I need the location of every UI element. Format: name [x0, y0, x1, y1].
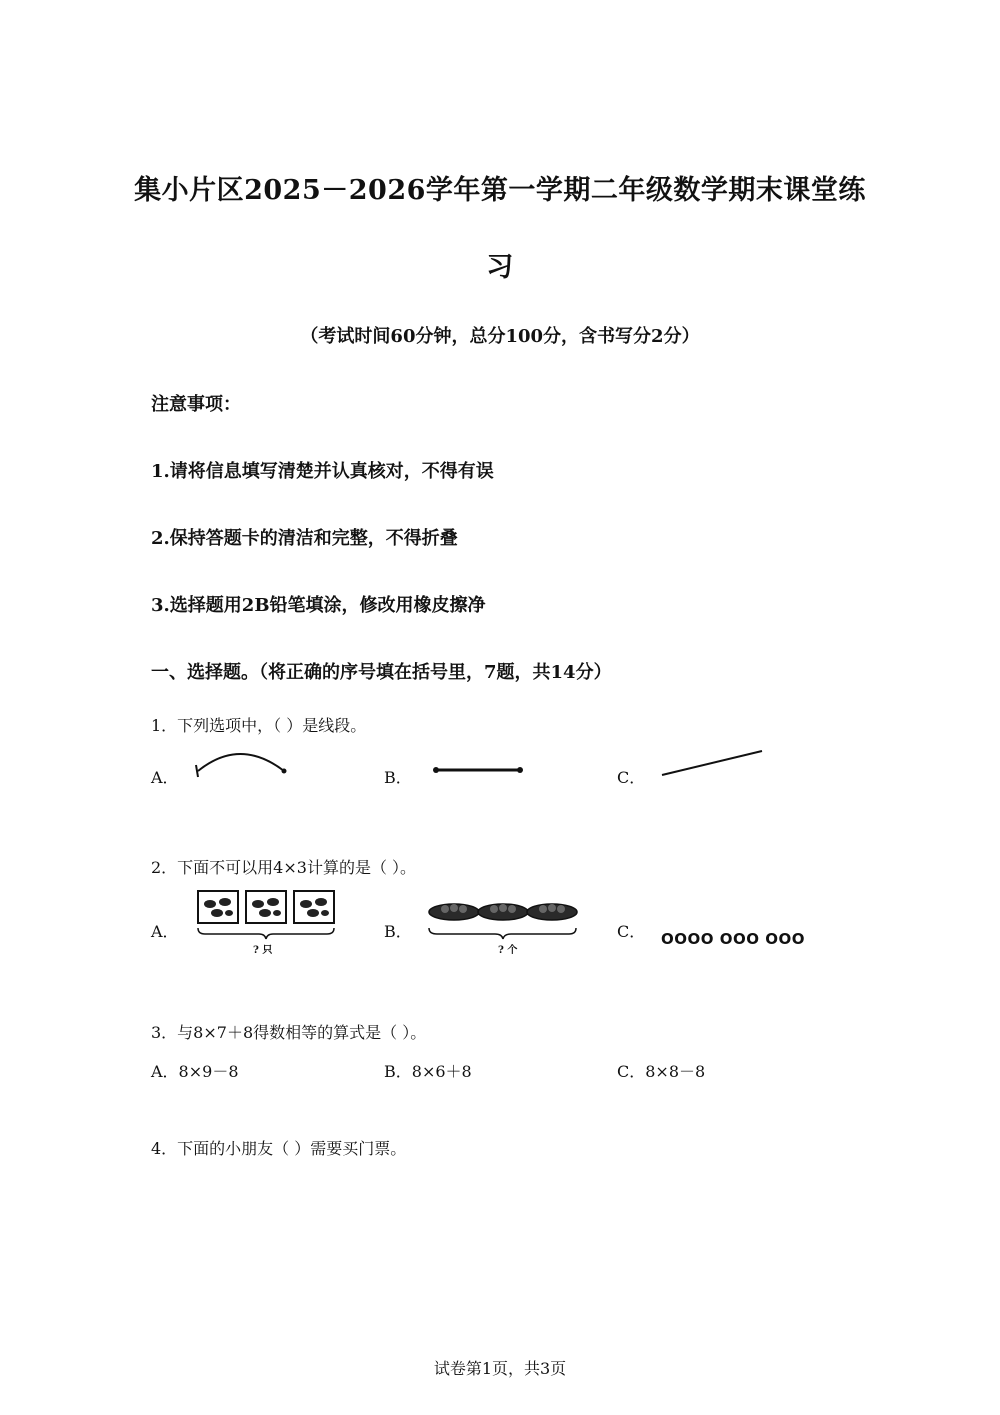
q1-figure-ray — [658, 745, 768, 785]
q2-option-c-label: C． — [617, 922, 646, 941]
q2-figure-a-label: ? 只 — [253, 945, 273, 956]
question-2-text: 2．下面不可以用4×3计算的是（ ）。 — [151, 858, 417, 877]
q1-figure-arc — [190, 745, 300, 785]
q1-option-a-label: A． — [151, 768, 179, 787]
q2-figure-b-label: ? 个 — [498, 945, 518, 956]
q1-option-b-label: B． — [384, 768, 412, 787]
page-title-line1: 集小片区2025－2026学年第一学期二年级数学期末课堂练 — [134, 175, 866, 206]
q3-option-a: A．8×9－8 — [151, 1062, 239, 1081]
q1-figure-segment — [430, 760, 530, 780]
q3-option-c: C．8×8－8 — [617, 1062, 706, 1081]
note-item-2: 2.保持答题卡的清洁和完整，不得折叠 — [151, 528, 458, 549]
q1-option-c-label: C． — [617, 768, 646, 787]
q2-figure-circles: OOOO OOO OOO — [661, 930, 805, 948]
question-4-text: 4．下面的小朋友（ ）需要买门票。 — [151, 1139, 407, 1158]
q2-option-a-label: A． — [151, 922, 179, 941]
notes-heading: 注意事项： — [151, 394, 241, 415]
section-heading: 一、选择题。（将正确的序号填在括号里，7题，共14分） — [151, 662, 612, 683]
page-footer: 试卷第1页，共3页 — [433, 1359, 567, 1378]
note-item-1: 1.请将信息填写清楚并认真核对，不得有误 — [151, 461, 494, 482]
question-3-text: 3．与8×7＋8得数相等的算式是（ ）。 — [151, 1023, 427, 1042]
page-title-line2: 习 — [486, 252, 514, 283]
q3-option-b: B．8×6＋8 — [384, 1062, 472, 1081]
question-1-text: 1．下列选项中，（ ）是线段。 — [151, 716, 367, 735]
exam-info: （考试时间60分钟，总分100分，含书写分2分） — [300, 326, 700, 347]
note-item-3: 3.选择题用2B铅笔填涂，修改用橡皮擦净 — [151, 595, 486, 616]
q2-option-b-label: B． — [384, 922, 412, 941]
